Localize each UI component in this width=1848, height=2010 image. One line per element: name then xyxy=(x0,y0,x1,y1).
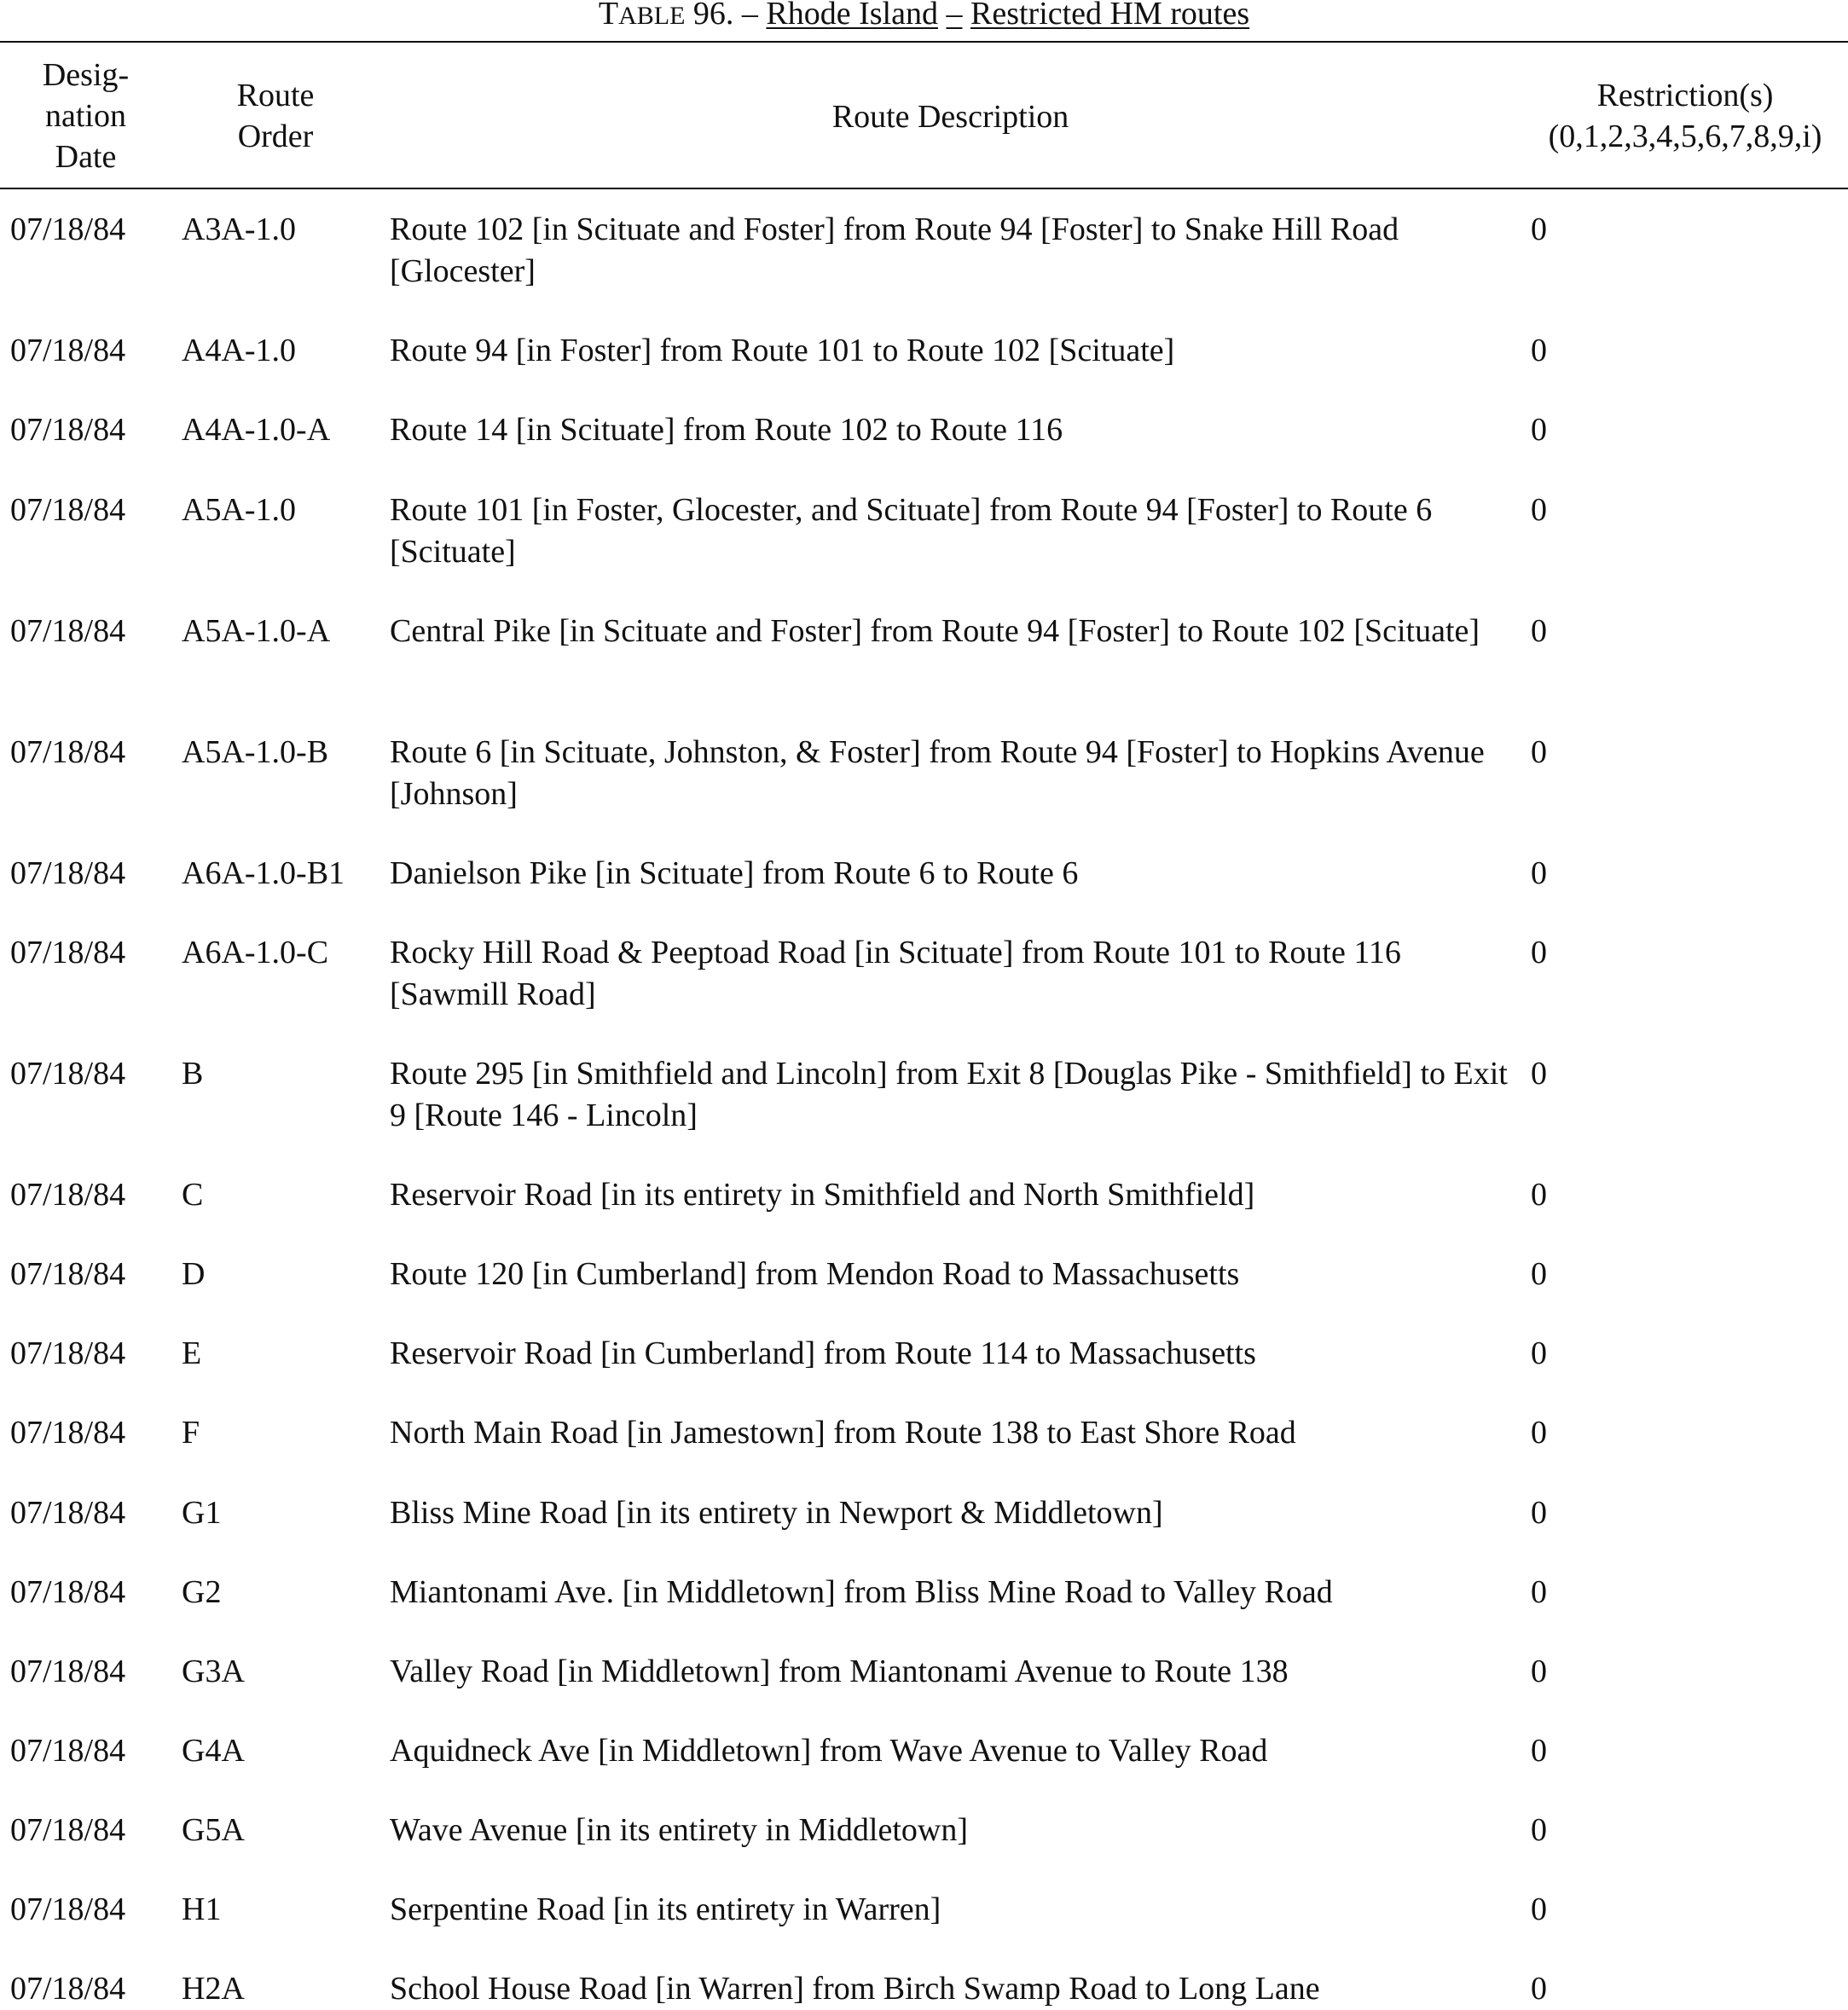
designation-date-cell: 07/18/84 xyxy=(10,1654,126,1689)
route-order-cell: A5A-1.0-B xyxy=(182,734,329,770)
header-designation-date-line-3: Date xyxy=(55,139,117,175)
route-description-cell: Route 94 [in Foster] from Route 101 to Route 102 [Scituate] xyxy=(390,333,1175,368)
route-description-cell: Route 14 [in Scituate] from Route 102 to Route 116 xyxy=(390,412,1063,448)
restriction-cell: 0 xyxy=(1531,1971,1547,2007)
restriction-cell: 0 xyxy=(1531,1733,1547,1769)
route-description-cell: Rocky Hill Road & Peeptoad Road [in Scituate] from Route 101 to Route 116 [Sawmill Road] xyxy=(390,935,1401,1012)
designation-date-cell: 07/18/84 xyxy=(10,1495,126,1531)
route-order-cell: G5A xyxy=(182,1812,245,1848)
route-order-cell: C xyxy=(182,1177,204,1213)
route-order-cell: A5A-1.0-A xyxy=(182,613,331,649)
table-caption xyxy=(0,0,1848,35)
route-description-cell: Aquidneck Ave [in Middletown] from Wave Avenue to Valley Road xyxy=(390,1733,1268,1769)
restriction-cell: 0 xyxy=(1531,1654,1547,1689)
restriction-cell: 0 xyxy=(1531,1891,1547,1927)
route-description-cell: Central Pike [in Scituate and Foster] from Route 94 [Foster] to Route 102 [Scituate] xyxy=(390,613,1480,649)
designation-date-cell: 07/18/84 xyxy=(10,1256,126,1292)
header-designation-date-line-1: Desig- xyxy=(42,57,130,93)
route-order-cell: B xyxy=(182,1056,204,1092)
header-route-order-line-2: Order xyxy=(237,119,314,154)
designation-date-cell: 07/18/84 xyxy=(10,333,126,368)
designation-date-cell: 07/18/84 xyxy=(10,1056,126,1092)
route-description-cell: Bliss Mine Road [in its entirety in Newport & Middletown] xyxy=(390,1495,1163,1531)
header-restrictions xyxy=(1522,75,1848,157)
restriction-cell: 0 xyxy=(1531,1335,1547,1371)
designation-date-cell: 07/18/84 xyxy=(10,1971,126,2007)
header-designation-date xyxy=(7,55,165,177)
route-description-cell: Route 120 [in Cumberland] from Mendon Road to Massachusetts xyxy=(390,1256,1240,1292)
restriction-cell: 0 xyxy=(1531,855,1547,891)
designation-date-cell: 07/18/84 xyxy=(10,1891,126,1927)
restriction-cell: 0 xyxy=(1531,211,1547,247)
route-description-cell: Danielson Pike [in Scituate] from Route 6 to Route 6 xyxy=(390,855,1079,891)
designation-date-cell: 07/18/84 xyxy=(10,1812,126,1848)
restriction-cell: 0 xyxy=(1531,1574,1547,1610)
route-order-cell: A5A-1.0 xyxy=(182,492,297,528)
route-description-cell: Reservoir Road [in Cumberland] from Route 114 to Massachusetts xyxy=(390,1335,1256,1371)
route-order-cell: A3A-1.0 xyxy=(182,211,297,247)
route-order-cell: G2 xyxy=(182,1574,222,1610)
header-bottom-rule xyxy=(0,188,1848,189)
designation-date-cell: 07/18/84 xyxy=(10,211,126,247)
header-restrictions-line-1: Restriction(s) xyxy=(1596,78,1774,113)
header-restrictions-line-2: (0,1,2,3,4,5,6,7,8,9,i) xyxy=(1548,119,1822,154)
route-order-cell: G4A xyxy=(182,1733,245,1769)
table-top-rule xyxy=(0,41,1848,43)
route-order-cell: F xyxy=(182,1415,200,1451)
route-description-cell: Wave Avenue [in its entirety in Middletown] xyxy=(390,1812,968,1848)
route-order-cell: D xyxy=(182,1256,206,1292)
designation-date-cell: 07/18/84 xyxy=(10,1415,126,1451)
restriction-cell: 0 xyxy=(1531,613,1547,649)
restriction-cell: 0 xyxy=(1531,1812,1547,1848)
route-description-cell: Serpentine Road [in its entirety in Warren] xyxy=(390,1891,941,1927)
header-route-order-line-1: Route xyxy=(236,78,315,113)
restriction-cell: 0 xyxy=(1531,333,1547,368)
route-description-cell: Route 102 [in Scituate and Foster] from Route 94 [Foster] to Snake Hill Road [Glocester] xyxy=(390,211,1399,289)
route-order-cell: A4A-1.0-A xyxy=(182,412,331,448)
route-order-cell: E xyxy=(182,1335,202,1371)
route-description-cell: School House Road [in Warren] from Birch Swamp Road to Long Lane xyxy=(390,1971,1320,2007)
route-description-cell: Route 101 [in Foster, Glocester, and Scituate] from Route 94 [Foster] to Route 6 [Scituate] xyxy=(390,492,1433,570)
route-description-cell: Valley Road [in Middletown] from Miantonami Avenue to Route 138 xyxy=(390,1654,1289,1689)
route-order-cell: A6A-1.0-C xyxy=(182,935,329,970)
route-order-cell: G3A xyxy=(182,1654,245,1689)
designation-date-cell: 07/18/84 xyxy=(10,1574,126,1610)
designation-date-cell: 07/18/84 xyxy=(10,1335,126,1371)
caption-state: Rhode Island xyxy=(766,0,938,32)
caption-table-number: 96. xyxy=(692,0,734,32)
designation-date-cell: 07/18/84 xyxy=(10,935,126,970)
designation-date-cell: 07/18/84 xyxy=(10,1733,126,1769)
designation-date-cell: 07/18/84 xyxy=(10,734,126,770)
route-order-cell: A4A-1.0 xyxy=(182,333,297,368)
route-description-cell: Miantonami Ave. [in Middletown] from Bliss Mine Road to Valley Road xyxy=(390,1574,1333,1610)
restriction-cell: 0 xyxy=(1531,935,1547,970)
route-description-cell: Route 6 [in Scituate, Johnston, & Foster] from Route 94 [Foster] to Hopkins Avenue [Johnson] xyxy=(390,734,1485,812)
restriction-cell: 0 xyxy=(1531,1495,1547,1531)
route-order-cell: G1 xyxy=(182,1495,222,1531)
restriction-cell: 0 xyxy=(1531,412,1547,448)
route-order-cell: H1 xyxy=(182,1891,222,1927)
designation-date-cell: 07/18/84 xyxy=(10,412,126,448)
route-description-cell: Reservoir Road [in its entirety in Smithfield and North Smithfield] xyxy=(390,1177,1255,1213)
caption-table-prefix: T xyxy=(598,0,619,32)
caption-separator: – xyxy=(741,0,758,32)
designation-date-cell: 07/18/84 xyxy=(10,855,126,891)
restriction-cell: 0 xyxy=(1531,734,1547,770)
restriction-cell: 0 xyxy=(1531,1177,1547,1213)
restriction-cell: 0 xyxy=(1531,492,1547,528)
designation-date-cell: 07/18/84 xyxy=(10,492,126,528)
designation-date-cell: 07/18/84 xyxy=(10,1177,126,1213)
route-order-cell: H2A xyxy=(182,1971,245,2007)
header-route-description: Route Description xyxy=(831,99,1069,135)
route-description-cell: North Main Road [in Jamestown] from Route 138 to East Shore Road xyxy=(390,1415,1296,1451)
caption-table-prefix-small: ABLE xyxy=(618,2,686,30)
restriction-cell: 0 xyxy=(1531,1056,1547,1092)
route-description-cell: Route 295 [in Smithfield and Lincoln] from Exit 8 [Douglas Pike - Smithfield] to Exit 9 [Route 146 - Lincoln] xyxy=(390,1056,1508,1133)
header-route-order xyxy=(182,75,369,157)
restriction-cell: 0 xyxy=(1531,1415,1547,1451)
restriction-cell: 0 xyxy=(1531,1256,1547,1292)
caption-title: Restricted HM routes xyxy=(970,0,1250,32)
designation-date-cell: 07/18/84 xyxy=(10,613,126,649)
caption-dash: – xyxy=(946,0,963,32)
route-order-cell: A6A-1.0-B1 xyxy=(182,855,345,891)
header-designation-date-line-2: nation xyxy=(45,98,126,134)
